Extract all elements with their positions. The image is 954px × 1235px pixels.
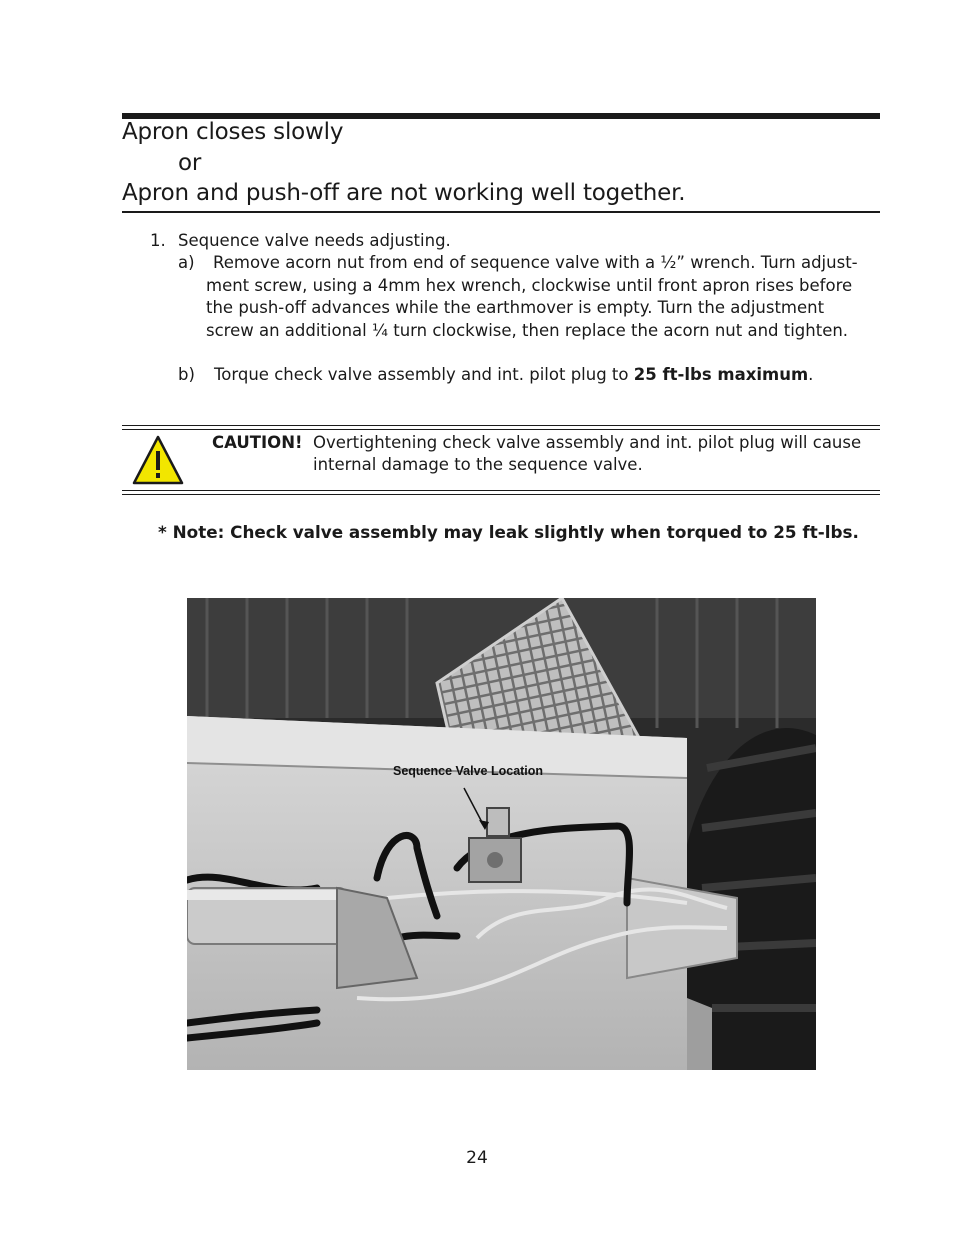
heading-line-or: or (178, 150, 202, 176)
heading-underline (122, 211, 880, 213)
photo-caption: Sequence Valve Location (393, 764, 544, 778)
sequence-valve-photo (187, 598, 816, 1070)
step-b-end: . (808, 365, 814, 384)
heading-line-1: Apron closes slowly (122, 119, 344, 145)
step-b-label: b) (178, 365, 195, 384)
step-a-line-4: screw an additional ¼ turn clockwise, then replace the acorn nut and tighten. (206, 321, 849, 340)
torque-note: * Note: Check valve assembly may leak slightly when torqued to 25 ft-lbs. (158, 522, 859, 542)
caution-line-1: Overtightening check valve assembly and int. pilot plug will cause (313, 433, 862, 452)
step-b-plain: Torque check valve assembly and int. pilot plug to (214, 365, 634, 384)
caution-rule-top-2 (122, 429, 880, 430)
step-b-text (214, 364, 813, 387)
caution-rule-top-1 (122, 425, 880, 426)
caution-line-2: internal damage to the sequence valve. (313, 455, 643, 474)
step-b-bold: 25 ft-lbs maximum (633, 365, 809, 384)
warning-triangle-icon (132, 435, 184, 485)
page-number: 24 (466, 1148, 488, 1168)
step-a-line-3: the push-off advances while the earthmover is empty. Turn the adjustment (206, 298, 825, 317)
caution-rule-bottom-1 (122, 490, 880, 491)
heading-line-2: Apron and push-off are not working well together. (122, 180, 686, 206)
step-1-number: 1. (150, 231, 166, 250)
caution-label: CAUTION! (212, 433, 303, 452)
step-a-line-1: Remove acorn nut from end of sequence valve with a ½” wrench. Turn adjust- (213, 253, 858, 272)
step-a-label: a) (178, 253, 195, 272)
caution-rule-bottom-2 (122, 494, 880, 495)
step-1-text: Sequence valve needs adjusting. (178, 231, 451, 250)
step-a-line-2: ment screw, using a 4mm hex wrench, clockwise until front apron rises before (206, 276, 853, 295)
